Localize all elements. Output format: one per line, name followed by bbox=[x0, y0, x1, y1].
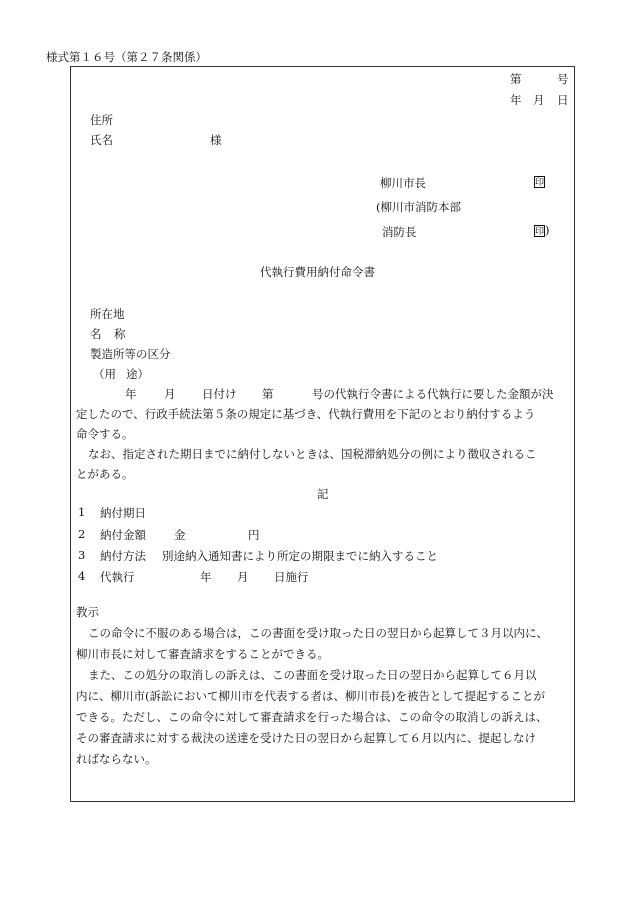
body-line1-date: 日付け bbox=[202, 387, 237, 401]
name-label: 氏名 bbox=[90, 133, 113, 147]
body-line1-month: 月 bbox=[164, 387, 176, 401]
item-2-num: 2 bbox=[78, 527, 86, 541]
body-line1-rest: 号の代執行令書による代執行に要した金額が決 bbox=[312, 387, 554, 401]
item-4-label: 代執行 bbox=[100, 570, 135, 584]
item-2-kin: 金 bbox=[174, 528, 186, 542]
body-line3: 命令する。 bbox=[76, 427, 134, 441]
item-4-num: 4 bbox=[78, 569, 86, 583]
body-line4: なお、指定された期日までに納付しないときは、国税滞納処分の例により徴収されるこ bbox=[88, 447, 537, 461]
item-4-day: 日施行 bbox=[274, 570, 309, 584]
notice-heading: 教示 bbox=[76, 605, 99, 619]
issuer-line2: (柳川市消防本部 bbox=[376, 200, 461, 214]
use-open: （用 bbox=[93, 367, 116, 381]
notice-p2-line1: また、この処分の取消しの訴えは、この書面を受け取った日の翌日から起算して６月以 bbox=[88, 668, 537, 682]
name-label-a: 名 bbox=[90, 327, 102, 341]
use-close: 途） bbox=[126, 367, 149, 381]
seal-2-mark: 印 bbox=[535, 227, 545, 237]
notice-p1-line2: 柳川市長に対して審査請求をすることができる。 bbox=[76, 647, 329, 661]
issuer-close-paren: ) bbox=[545, 223, 550, 237]
item-1-num: 1 bbox=[78, 505, 86, 519]
doc-number-suffix: 号 bbox=[557, 72, 569, 86]
item-3-label: 納付方法 bbox=[100, 549, 146, 563]
item-3-num: 3 bbox=[78, 548, 86, 562]
notice-p2-line5: ればならない。 bbox=[76, 752, 157, 766]
body-line1-year: 年 bbox=[125, 387, 137, 401]
date-year: 年 bbox=[510, 93, 522, 107]
category-label: 製造所等の区分 bbox=[90, 347, 171, 361]
item-4-month: 月 bbox=[237, 570, 249, 584]
issuer-line1: 柳川市長 bbox=[380, 176, 426, 190]
seal-2 bbox=[534, 223, 550, 237]
body-line1-dai: 第 bbox=[262, 387, 274, 401]
date-month: 月 bbox=[533, 93, 545, 107]
honorific: 様 bbox=[210, 133, 222, 147]
notice-p1-line1: この命令に不服のある場合は，この書面を受け取った日の翌日から起算して３月以内に、 bbox=[88, 626, 548, 640]
item-3-text: 別途納入通知書により所定の期限までに納入すること bbox=[162, 549, 438, 563]
item-4-year: 年 bbox=[200, 570, 212, 584]
document-title: 代執行費用納付命令書 bbox=[260, 265, 375, 279]
doc-number-prefix: 第 bbox=[510, 72, 522, 86]
body-line5: とがある。 bbox=[76, 467, 134, 481]
notice-p2-line2: 内に、柳川市(訴訟において柳川市を代表する者は、柳川市長)を被告として提起することが bbox=[76, 689, 545, 703]
name-label-b: 称 bbox=[114, 327, 126, 341]
seal-1-mark: 印 bbox=[535, 178, 545, 188]
form-label: 様式第１６号（第２７条関係） bbox=[46, 50, 207, 64]
address-label: 住所 bbox=[90, 113, 113, 127]
notice-p2-line4: その審査請求に対する裁決の送達を受けた日の翌日から起算して６月以内に、提起しなけ bbox=[76, 731, 536, 745]
issuer-line3: 消防長 bbox=[382, 225, 417, 239]
item-2-label: 納付金額 bbox=[100, 528, 146, 542]
seal-1 bbox=[534, 174, 545, 188]
date-day: 日 bbox=[557, 93, 569, 107]
item-2-yen: 円 bbox=[248, 528, 260, 542]
body-line2: 定したので、行政手続法第５条の規定に基づき、代執行費用を下記のとおり納付するよう bbox=[76, 407, 536, 421]
ki-heading: 記 bbox=[317, 487, 329, 501]
item-1-label: 納付期日 bbox=[100, 506, 146, 520]
notice-p2-line3: できる。ただし、この命令に対して審査請求を行った場合は、この命令の取消しの訴えは、 bbox=[76, 710, 548, 724]
location-label: 所在地 bbox=[90, 307, 125, 321]
